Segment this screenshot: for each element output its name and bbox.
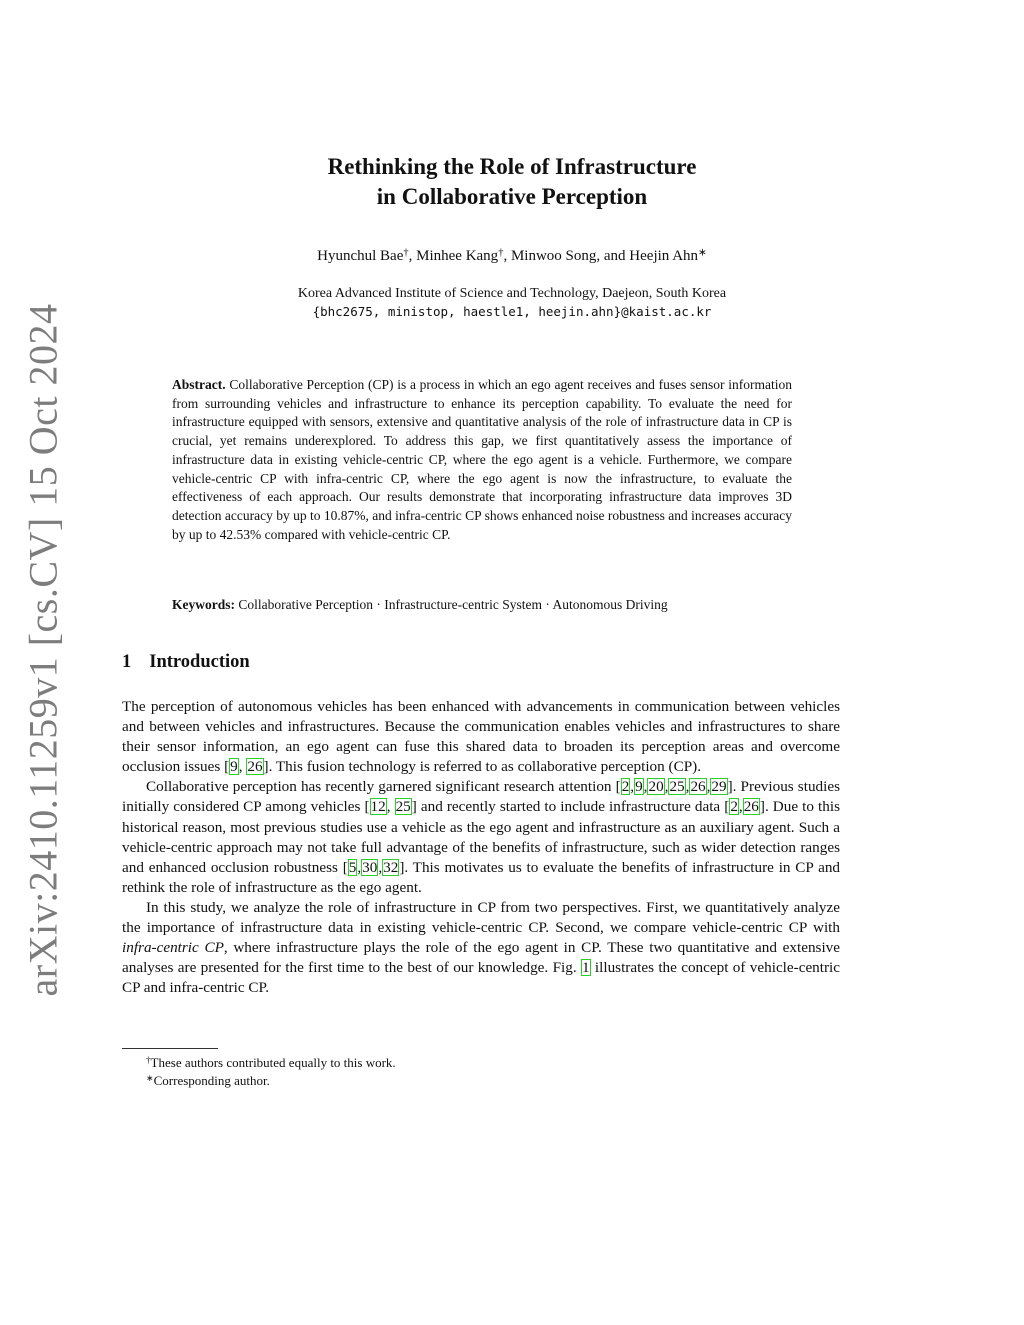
affiliation: Korea Advanced Institute of Science and Technology, Daejeon, South Korea xyxy=(297,286,727,301)
citation-link[interactable]: 25 xyxy=(395,798,411,816)
keywords xyxy=(172,597,792,613)
author-mark: † xyxy=(403,247,409,259)
title-line-1: Rethinking the Role of Infrastructure xyxy=(327,154,697,179)
paragraph-text: ]. This fusion technology is referred to as collaborative perception (CP). xyxy=(263,758,702,776)
citation-link[interactable]: 20 xyxy=(648,778,664,796)
author-name: Minhee Kang xyxy=(416,248,499,264)
author-name: Minwoo Song xyxy=(510,248,597,264)
paragraph-text: , where infrastructure plays the role of the ego agent in CP. These two quantitative and extensive analyses are presented for the first time to the best of our knowledge. Fig. xyxy=(122,939,840,977)
author-mark: ∗ xyxy=(698,247,707,259)
paragraph-text: ]. This motivates us to evaluate the benefits of infrastructure in CP and rethink the role of infrastructure as the ego agent. xyxy=(122,858,841,896)
citation-link[interactable]: 9 xyxy=(635,778,643,796)
paragraph-text: ]. Due to this historical reason, most previous studies use a vehicle as the ego agent and infrastructure as an auxiliary agent. Such a vehicle-centric approach may not take full advantage of the benefits of infrastructure, such as wider detection ranges and enhanced occlusion robustness [ xyxy=(122,798,840,876)
footnote xyxy=(122,1054,840,1072)
citation-link[interactable]: 2 xyxy=(730,798,738,816)
figure-link[interactable]: 1 xyxy=(581,959,590,977)
body-text xyxy=(122,697,840,998)
author-name: Hyunchul Bae xyxy=(317,248,404,264)
paragraph-text: ] and recently started to include infrastructure data [ xyxy=(411,798,730,816)
author-joiner: and xyxy=(603,248,626,264)
footnotes xyxy=(122,1054,840,1090)
paragraph-text: illustrates the concept of vehicle-centric CP and infra-centric CP. xyxy=(122,959,841,997)
author-emails: {bhc2675, ministop, haestle1, heejin.ahn}@kaist.ac.kr xyxy=(312,304,712,319)
keywords-label: Keywords: xyxy=(172,597,235,612)
title-line-2: in Collaborative Perception xyxy=(376,184,648,209)
citation-link[interactable]: 26 xyxy=(247,758,263,776)
paragraph-text: ]. Previous studies initially considered CP among vehicles [ xyxy=(122,778,840,816)
footnote-text: Corresponding author. xyxy=(153,1073,270,1088)
footnote-text: These authors contributed equally to this work. xyxy=(150,1055,396,1070)
abstract xyxy=(172,376,792,544)
paragraph-text: Collaborative perception has recently garnered significant research attention [ xyxy=(146,778,621,796)
paragraph-text: In this study, we analyze the role of infrastructure in CP from two perspectives. First, we quantitatively analyze the importance of infrastructure data in existing vehicle-centric CP. Second, we compare vehicle-centric CP with xyxy=(122,898,840,937)
keywords-text: Collaborative Perception · Infrastructure-centric System · Autonomous Driving xyxy=(238,597,668,612)
citation-link[interactable]: 32 xyxy=(383,858,399,876)
citation-link[interactable]: 30 xyxy=(362,858,378,876)
paragraph xyxy=(122,898,840,998)
author-name: Heejin Ahn xyxy=(629,248,699,264)
citation-link[interactable]: 5 xyxy=(348,858,357,876)
author-list: Hyunchul Bae†, Minhee Kang†, Minwoo Song, and Heejin Ahn∗ xyxy=(317,247,707,264)
footnote-mark: ∗ xyxy=(146,1072,154,1083)
abstract-label: Abstract. xyxy=(172,377,226,392)
paper-title xyxy=(0,152,1024,212)
affiliation-block xyxy=(0,285,1024,321)
citation-link[interactable]: 26 xyxy=(690,778,706,796)
citation-link[interactable]: 25 xyxy=(669,778,685,796)
section-heading xyxy=(122,652,250,673)
citation-link[interactable]: 29 xyxy=(711,778,727,796)
paragraph: Collaborative perception has recently garnered significant research attention [2,9,20,25,26,29]. Previous studies initially considered CP among vehicles [12, 25] and recently started to include infrastructure data [2,26]. Due to this historical reason, most previous studies use a vehicle as the ego agent and infrastructure as an auxiliary agent. Such a vehicle-centric approach may not take full advantage of the benefits of infrastructure, such as wider detection ranges and enhanced occlusion robustness [5,30,32]. This motivates us to evaluate the benefits of infrastructure in CP and rethink the role of infrastructure as the ego agent. xyxy=(122,778,841,896)
citation-link[interactable]: 12 xyxy=(370,798,386,816)
section-title: Introduction xyxy=(149,652,250,672)
author-mark: † xyxy=(498,247,504,259)
footnote xyxy=(122,1072,840,1090)
abstract-text: Collaborative Perception (CP) is a process in which an ego agent receives and fuses sensor information from surrounding vehicles and infrastructure to enhance its perception capability. To evaluate the need for infrastructure equipped with sensors, extensive and quantitative analysis of the role of infrastructure data in CP is crucial, yet remains underexplored. To address this gap, we first quantitatively assess the importance of infrastructure data in existing vehicle-centric CP, where the ego agent is a vehicle. Furthermore, we compare vehicle-centric CP with infra-centric CP, where the ego agent is now the infrastructure, to evaluate the effectiveness of each approach. Our results demonstrate that incorporating infrastructure data improves 3D detection accuracy by up to 10.87%, and infra-centric CP shows enhanced noise robustness and increases accuracy by up to 42.53% compared with vehicle-centric CP. xyxy=(172,377,793,542)
paragraph: The perception of autonomous vehicles has been enhanced with advancements in communication between vehicles and between vehicles and infrastructures. Because the communication enables vehicles and infrastructures to share their sensor information, an ego agent can fuse this shared data to broaden its perception areas and overcome occlusion issues [9, 26]. This fusion technology is referred to as collaborative perception (CP). xyxy=(122,698,840,776)
paragraph-text: The perception of autonomous vehicles has been enhanced with advancements in communication between vehicles and between vehicles and infrastructures. Because the communication enables vehicles and infrastructures to share their sensor information, an ego agent can fuse this shared data to broaden its perception areas and overcome occlusion issues [ xyxy=(122,698,840,776)
footnote-mark: † xyxy=(146,1054,151,1065)
citation-link[interactable]: 26 xyxy=(743,798,759,816)
emphasis: infra-centric CP xyxy=(122,939,224,957)
arxiv-side-label: arXiv:2410.11259v1 [cs.CV] 15 Oct 2024 xyxy=(20,303,66,997)
section-number: 1 xyxy=(122,652,132,672)
citation-link[interactable]: 9 xyxy=(230,758,238,776)
footnote-rule xyxy=(122,1048,218,1049)
citation-link[interactable]: 2 xyxy=(621,778,630,796)
